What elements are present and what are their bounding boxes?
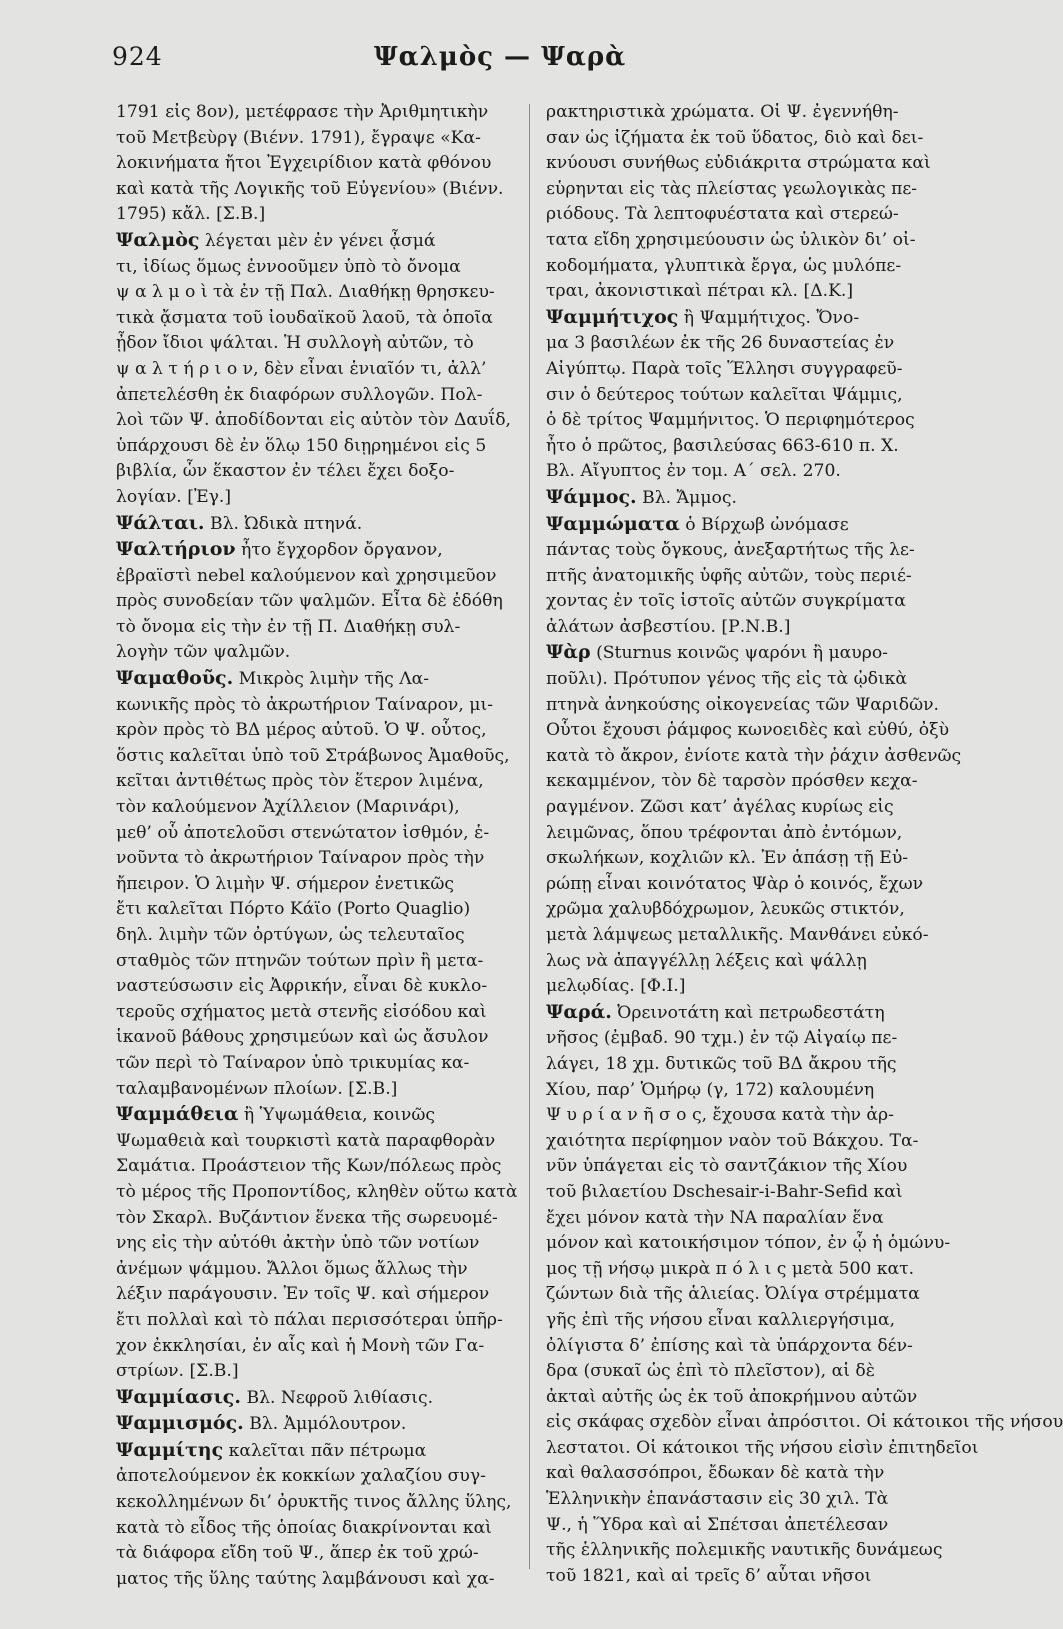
text-line xyxy=(546,126,938,152)
line-text: λάγει, 18 χμ. δυτικῶς τοῦ ΒΔ ἄκρου τῆς xyxy=(546,1053,897,1074)
line-text: ριόδους. Τὰ λεπτοφυέστατα καὶ στερεώ- xyxy=(546,204,899,225)
line-text: κοδομήματα, γλυπτικὰ ἔργα, ὡς μυλόπε- xyxy=(546,255,902,276)
text-line xyxy=(546,1461,938,1487)
text-line xyxy=(116,1180,518,1206)
text-line xyxy=(546,1410,1063,1436)
text-line xyxy=(116,1051,508,1077)
line-text: χαιότητα περίφημον ναὸν τοῦ Βάκχου. Τα- xyxy=(546,1130,919,1151)
line-text: τῆς ἑλληνικῆς πολεμικῆς ναυτικῆς δυνάμεως xyxy=(546,1540,943,1561)
line-text: 1791 εἰς 8ον), μετέφρασε τὴν Ἀριθμητικὴν xyxy=(116,102,489,122)
text-line xyxy=(116,640,508,666)
line-text: μετὰ λάμψεως μεταλλικῆς. Μανθάνει εὐκό- xyxy=(546,925,929,945)
text-line xyxy=(116,1077,508,1103)
line-text: τι, ἰδίως ὅμως ἐννοοῦμεν ὑπὸ τὸ ὄνομα xyxy=(116,256,461,277)
text-line xyxy=(546,1103,938,1129)
line-text: τὸ μέρος τῆς Προποντίδος, κληθὲν οὕτω κατὰ xyxy=(116,1181,518,1202)
text-line xyxy=(546,1334,938,1360)
line-text: λως νὰ ἀπαγγέλλῃ λέξεις καὶ ψάλλῃ xyxy=(546,950,867,971)
line-text: λογίαν. [Ἐγ.] xyxy=(116,486,232,507)
entry-first-line xyxy=(116,511,508,538)
line-text: ᾖδον ἴδιοι ψάλται. Ἡ συλλογὴ αὐτῶν, τὸ xyxy=(116,333,474,354)
line-text: Βλ. Ἄμμος. xyxy=(636,487,737,508)
line-text: πάντας τοὺς ὄγκους, ἀνεξαρτήτως τῆς λε- xyxy=(546,540,915,561)
line-text: (Sturnus κοινῶς ψαρόνι ἢ μαυρο- xyxy=(590,643,888,664)
entry-headword: Ψὰρ xyxy=(546,641,591,664)
text-line xyxy=(546,949,938,975)
line-text: σταθμὸς τῶν πτηνῶν τούτων πρὶν ἢ μετα- xyxy=(116,950,484,971)
text-line xyxy=(546,769,938,795)
line-text: τὸ ὄνομα εἰς τὴν ἐν τῇ Π. Διαθήκῃ συλ- xyxy=(116,616,461,637)
right-column xyxy=(546,100,1063,1589)
line-text: λέξιν παράγουσιν. Ἐν τοῖς Ψ. καὶ σήμερον xyxy=(116,1284,490,1305)
entry-headword: Ψαλτήριον xyxy=(116,538,236,561)
line-text: ματος τῆς ὕλης ταύτης λαμβάνουσι καὶ χα- xyxy=(116,1568,495,1589)
entry-first-line xyxy=(116,1411,508,1438)
text-line xyxy=(546,100,938,126)
entry-headword: Ψαμμίτης xyxy=(116,1438,224,1461)
text-line xyxy=(116,202,508,228)
text-line xyxy=(546,718,950,744)
line-text: τεροῦς σχήματος μετὰ στενῆς εἰσόδου καὶ xyxy=(116,1001,487,1022)
entry-first-line xyxy=(116,1385,508,1412)
text-line xyxy=(116,1516,508,1542)
line-text: δρα (συκαῖ ὡς ἐπὶ τὸ πλεῖστον), αἱ δὲ xyxy=(546,1361,875,1382)
text-line xyxy=(546,151,938,177)
text-line xyxy=(116,872,508,898)
text-line xyxy=(116,693,508,719)
text-line xyxy=(116,923,508,949)
column-divider xyxy=(529,104,530,1569)
line-text: ἔτι καλεῖται Πόρτο Κάϊο (Porto Quaglio) xyxy=(116,899,471,920)
line-text: ἢ Ὑψωμάθεια, κοινῶς xyxy=(238,1105,436,1126)
text-line xyxy=(116,434,508,460)
text-line xyxy=(546,1385,938,1411)
line-text: λοὶ τῶν Ψ. ἀποδίδονται εἰς αὐτὸν τὸν Δαυΐδ, xyxy=(116,410,512,431)
text-line xyxy=(116,485,508,511)
line-text: ὁ δὲ τρίτος Ψαμμήνιτος. Ὁ περιφημότερος xyxy=(546,410,915,431)
text-line xyxy=(546,1026,938,1052)
text-line xyxy=(116,974,508,1000)
line-text: καὶ θαλασσόπροι, ἔδωκαν δὲ κατὰ τὴν xyxy=(546,1463,885,1484)
text-line xyxy=(116,100,508,126)
line-text: ρώπῃ εἶναι κοινότατος Ψὰρ ὁ κοινός, ἔχων xyxy=(546,873,924,894)
text-line xyxy=(116,126,508,152)
text-line xyxy=(116,1129,508,1155)
line-text: κατὰ τὸ εἶδος τῆς ὁποίας διακρίνονται καὶ xyxy=(116,1517,492,1538)
text-line xyxy=(116,949,508,975)
line-text: νης εἰς τὴν αὐτόθι ἀκτὴν ὑπὸ τῶν νοτίων xyxy=(116,1233,480,1254)
line-text: δηλ. λιμὴν τῶν ὀρτύγων, ὡς τελευταῖος xyxy=(116,925,465,945)
line-text: τοῦ βιλαετίου Dschesair-i-Bahr-Sefid καὶ xyxy=(546,1181,903,1202)
entry-first-line xyxy=(116,1438,508,1465)
text-line xyxy=(116,1154,508,1180)
line-text: κρὸν πρὸς τὸ ΒΔ μέρος αὐτοῦ. Ὁ Ψ. οὗτος, xyxy=(116,720,487,741)
text-line xyxy=(116,769,508,795)
text-line xyxy=(546,357,938,383)
text-line xyxy=(546,897,938,923)
text-line xyxy=(546,1231,951,1257)
line-text: ρακτηριστικὰ χρώματα. Οἱ Ψ. ἐγεννήθη- xyxy=(546,102,899,122)
line-text: Μικρὸς λιμὴν τῆς Λα- xyxy=(233,669,430,690)
text-line xyxy=(116,718,508,744)
line-text: σκωλήκων, κοχλιῶν κλ. Ἐν ἁπάσῃ τῇ Εὐ- xyxy=(546,848,909,869)
entry-headword: Ψαμμώματα xyxy=(546,512,680,535)
text-line xyxy=(546,693,938,719)
line-text: κατὰ τὸ ἄκρον, ἐνίοτε κατὰ τὴν ῥάχιν ἀσθενῶς xyxy=(546,745,962,766)
text-line xyxy=(116,1334,508,1360)
text-line xyxy=(546,795,938,821)
entry-headword: Ψάλται. xyxy=(116,511,205,534)
line-text: σιν ὁ δεύτερος τούτων καλεῖται Ψάμμις, xyxy=(546,384,903,405)
line-text: μα 3 βασιλέων ἐκ τῆς 26 δυναστείας ἐν xyxy=(546,333,895,354)
line-text: στρίων. [Σ.Β.] xyxy=(116,1361,239,1382)
line-text: λειμῶνας, ὅπου τρέφονται ἀπὸ ἐντόμων, xyxy=(546,822,903,843)
line-text: ἦτο ἔγχορδον ὄργανον, xyxy=(235,540,443,561)
line-text: μελῳδίας. [Φ.Ι.] xyxy=(546,976,686,997)
line-text: μεθ’ οὗ ἀποτελοῦσι στενώτατον ἰσθμόν, ἑ- xyxy=(116,822,490,843)
line-text: νοῦντα τὸ ἀκρωτήριον Ταίναρον πρὸς τὴν xyxy=(116,848,485,869)
line-text: Βλ. Νεφροῦ λιθίασις. xyxy=(240,1387,434,1408)
text-line xyxy=(116,177,508,203)
text-line xyxy=(546,383,938,409)
line-text: Αἰγύπτῳ. Παρὰ τοῖς Ἕλλησι συγγραφεῦ- xyxy=(546,358,903,379)
entry-first-line xyxy=(546,512,938,539)
text-line xyxy=(116,1359,508,1385)
line-text: 1795) κἄλ. [Σ.Β.] xyxy=(116,204,266,225)
text-line xyxy=(116,306,508,332)
line-text: λογὴν τῶν ψαλμῶν. xyxy=(116,642,291,663)
line-text: κωνικῆς πρὸς τὸ ἀκρωτήριον Ταίναρον, μι- xyxy=(116,694,494,715)
text-line xyxy=(116,1206,508,1232)
entry-headword: Ψαμμισμός. xyxy=(116,1412,244,1435)
entry-headword: Ψαμμίασις. xyxy=(116,1385,241,1408)
line-text: χοντας ἐν τοῖς ἱστοῖς αὐτῶν συγκρίματα xyxy=(546,591,906,612)
line-text: ἔτι πολλαὶ καὶ τὸ πάλαι περισσότεραι ὑπῆρ- xyxy=(116,1309,503,1330)
text-line xyxy=(546,408,938,434)
text-line xyxy=(116,408,512,434)
text-line xyxy=(116,1541,508,1567)
text-line xyxy=(546,202,938,228)
text-line xyxy=(546,923,938,949)
text-line xyxy=(116,897,508,923)
text-line xyxy=(116,1025,508,1051)
running-head: Ψαλμὸς — Ψαρὰ xyxy=(373,42,627,72)
line-text: ἦτο ὁ πρῶτος, βασιλεύσας 663-610 π. Χ. xyxy=(546,435,899,456)
entry-first-line xyxy=(546,1000,938,1027)
text-line xyxy=(546,177,938,203)
line-text: χον ἐκκλησίαι, ἐν αἷς καὶ ἡ Μονὴ τῶν Γα- xyxy=(116,1335,485,1356)
line-text: εἰς σκάφας σχεδὸν εἶναι ἀπρόσιτοι. Οἱ κάτοικοι τῆς νήσου xyxy=(546,1412,1063,1433)
line-text: λέγεται μὲν ἐν γένει ᾆσμά xyxy=(199,230,436,251)
line-text: κεκαμμένον, τὸν δὲ ταρσὸν πρόσθεν κεχα- xyxy=(546,771,918,792)
line-text: Ψ., ἡ Ὕδρα καὶ αἱ Σπέτσαι ἀπετέλεσαν xyxy=(546,1514,889,1535)
line-text: ταλαμβανομένων πλοίων. [Σ.Β.] xyxy=(116,1078,398,1099)
text-line xyxy=(116,846,508,872)
line-text: Ψ υ ρ ί α ν ῆ σ ο ς, ἔχουσα κατὰ τὴν ἀρ- xyxy=(546,1105,894,1126)
line-text: γῆς ἐπὶ τῆς νήσου εἶναι καλλιεργήσιμα, xyxy=(546,1309,896,1330)
text-line xyxy=(546,1052,938,1078)
entry-headword: Ψαρά. xyxy=(546,1000,612,1023)
text-line xyxy=(116,1464,508,1490)
line-text: ὁ Βίρχωβ ὠνόμασε xyxy=(679,514,849,535)
line-text: κεκολλημένων δι’ ὀρυκτῆς τινος ἄλλης ὕλης, xyxy=(116,1492,512,1513)
line-text: κνύουσι συνήθως εὐδιάκριτα στρώματα καὶ xyxy=(546,153,931,174)
text-line xyxy=(546,254,938,280)
text-line xyxy=(116,151,508,177)
text-line xyxy=(546,1359,938,1385)
text-line xyxy=(116,744,508,770)
line-text: χρῶμα χαλυβδόχρωμον, λευκῶς στικτόν, xyxy=(546,899,905,920)
line-text: πτῆς ἀνατομικῆς ὑφῆς αὐτῶν, τοὺς περιέ- xyxy=(546,565,912,586)
text-line xyxy=(116,1231,508,1257)
text-line xyxy=(546,821,938,847)
entry-headword: Ψαλμὸς xyxy=(116,228,200,251)
line-text: μος τῇ νήσῳ μικρὰ π ό λ ι ς μετὰ 500 κατ. xyxy=(546,1258,915,1279)
line-text: τοῦ Μετβεὺργ (Βιένν. 1791), ἔγραψε «Κα- xyxy=(116,127,481,148)
line-text: Χίου, παρ’ Ὁμήρῳ (γ, 172) καλουμένη xyxy=(546,1079,875,1100)
text-line xyxy=(546,1436,979,1462)
line-text: μόνον καὶ κατοικήσιμον τόπον, ἐν ᾧ ἡ ὁμώνυ- xyxy=(546,1233,951,1254)
text-line xyxy=(116,1490,512,1516)
entry-headword: Ψαμμήτιχος xyxy=(546,305,679,328)
text-line xyxy=(546,331,938,357)
line-text: ἑβραϊστὶ nebel καλούμενον καὶ χρησιμεῦον xyxy=(116,565,497,586)
text-line xyxy=(546,1129,938,1155)
text-line xyxy=(546,1487,938,1513)
text-line xyxy=(116,821,508,847)
line-text: λοκινήματα ἤτοι Ἐγχειρίδιον κατὰ φθόνου xyxy=(116,153,492,174)
line-text: ψ α λ μ ο ὶ τὰ ἐν τῇ Παλ. Διαθήκῃ θρησκευ- xyxy=(116,282,495,303)
line-text: ἱκανοῦ βάθους χρησιμεύων καὶ ὡς ἄσυλον xyxy=(116,1027,489,1048)
line-text: πρὸς συνοδείαν τῶν ψαλμῶν. Εἶτα δὲ ἐδόθη xyxy=(116,591,503,612)
line-text: ἤπειρον. Ὁ λιμὴν Ψ. σήμερον ἐνετικῶς xyxy=(116,873,454,894)
line-text: Ὀρεινοτάτη καὶ πετρωδεστάτη xyxy=(611,1002,885,1023)
text-line xyxy=(116,795,508,821)
text-line xyxy=(116,1567,508,1593)
text-line xyxy=(546,1154,938,1180)
text-line xyxy=(546,1564,938,1590)
page-number: 924 xyxy=(112,42,163,71)
text-line xyxy=(546,589,938,615)
text-line xyxy=(546,1206,938,1232)
line-text: ὑπάρχουσι δὲ ἐν ὅλῳ 150 διῃρημένοι εἰς 5 xyxy=(116,435,487,456)
line-text: πτηνὰ ἀνηκούσης οἰκογενείας τῶν Ψαριδῶν. xyxy=(546,694,940,715)
text-line xyxy=(116,357,508,383)
line-text: ἢ Ψαμμήτιχος. Ὄνο- xyxy=(678,307,860,328)
line-text: τραι, ἀκονιστικαὶ πέτραι κλ. [Δ.Κ.] xyxy=(546,281,854,302)
text-line xyxy=(546,279,938,305)
line-text: ἀπετελέσθη ἐκ διαφόρων συλλογῶν. Πολ- xyxy=(116,384,483,405)
entry-headword: Ψαμαθοῦς. xyxy=(116,667,234,690)
text-line xyxy=(546,1282,938,1308)
text-line xyxy=(116,1257,508,1283)
text-line xyxy=(546,744,962,770)
text-line xyxy=(546,228,938,254)
line-text: Βλ. Ἀμμόλουτρον. xyxy=(243,1414,407,1435)
entry-first-line xyxy=(116,537,508,564)
entry-headword: Ψάμμος. xyxy=(546,485,637,508)
entry-first-line xyxy=(116,666,508,693)
line-text: ὅστις καλεῖται ὑπὸ τοῦ Στράβωνος Ἀμαθοῦς, xyxy=(116,745,510,766)
line-text: ἔχει μόνον κατὰ τὴν ΝΑ παραλίαν ἕνα xyxy=(546,1207,884,1228)
text-line xyxy=(116,564,508,590)
line-text: βιβλία, ὧν ἕκαστον ἐν τέλει ἔχει δοξο- xyxy=(116,461,455,482)
entry-first-line xyxy=(546,640,938,667)
line-text: Σαμάτια. Προάστειον τῆς Κων/πόλεως πρὸς xyxy=(116,1156,502,1177)
line-text: ἀκταὶ αὐτῆς ὡς ἐκ τοῦ ἀποκρήμνου αὐτῶν xyxy=(546,1386,918,1407)
entry-first-line xyxy=(116,1102,508,1129)
text-line xyxy=(116,1282,508,1308)
line-text: ἀποτελούμενον ἐκ κοκκίων χαλαζίου συγ- xyxy=(116,1466,486,1487)
line-text: εὑρηνται εἰς τὰς πλείστας γεωλογικὰς πε- xyxy=(546,178,918,199)
text-line xyxy=(116,1000,508,1026)
text-line xyxy=(546,615,938,641)
text-line xyxy=(116,383,508,409)
line-text: τατα εἴδη χρησιμεύουσιν ὡς ὑλικὸν δι’ οἰ- xyxy=(546,229,916,250)
line-text: ραγμένον. Ζῶσι κατ’ ἀγέλας κυρίως εἰς xyxy=(546,797,894,818)
text-line xyxy=(546,538,938,564)
entry-headword: Ψαμμάθεια xyxy=(116,1103,239,1126)
line-text: ὀλίγιστα δ’ ἐπίσης καὶ τὰ ὑπάρχοντα δέν- xyxy=(546,1335,913,1356)
line-text: Ἑλληνικὴν ἐπανάστασιν εἰς 30 χιλ. Τὰ xyxy=(546,1489,889,1510)
line-text: νῦν ὑπάγεται εἰς τὸ σαντζάκιον τῆς Χίου xyxy=(546,1156,908,1177)
text-line xyxy=(546,1180,938,1206)
text-line xyxy=(116,459,508,485)
line-text: ζώντων διὰ τῆς ἁλιείας. Ὀλίγα στρέμματα xyxy=(546,1284,920,1305)
line-text: τῶν περὶ τὸ Ταίναρον ὑπὸ τρικυμίας κα- xyxy=(116,1052,470,1073)
line-text: νῆσος (ἐμβαδ. 90 τχμ.) ἐν τῷ Αἰγαίῳ πε- xyxy=(546,1028,898,1049)
line-text: ποῦλι). Πρότυπον γένος τῆς εἰς τὰ ᾠδικὰ xyxy=(546,669,908,690)
line-text: Ψωμαθειὰ καὶ τουρκιστὶ κατὰ παραφθορὰν xyxy=(116,1130,496,1151)
line-text: Βλ. Αἴγυπτος ἐν τομ. Α΄ σελ. 270. xyxy=(546,461,841,482)
line-text: λεστατοι. Οἱ κάτοικοι τῆς νήσου εἰσὶν ἐπιτηδεῖοι xyxy=(546,1437,979,1458)
line-text: καλεῖται πᾶν πέτρωμα xyxy=(223,1440,427,1461)
line-text: ψ α λ τ ή ρ ι ο ν, δὲν εἶναι ἑνιαῖόν τι, ἀλλ’ xyxy=(116,358,487,379)
text-line xyxy=(116,280,508,306)
text-line xyxy=(546,1308,938,1334)
line-text: καὶ κατὰ τῆς Λογικῆς τοῦ Εὐγενίου» (Βιένν. xyxy=(116,178,504,199)
text-line xyxy=(116,589,508,615)
line-text: τὰ διάφορα εἴδη τοῦ Ψ., ἅπερ ἐκ τοῦ χρώ- xyxy=(116,1543,479,1564)
entry-first-line xyxy=(116,228,508,255)
line-text: ναστεύσωσιν εἰς Ἀφρικήν, εἶναι δὲ κυκλο- xyxy=(116,976,488,997)
line-text: σαν ὡς ἰζήματα ἐκ τοῦ ὕδατος, διὸ καὶ δει- xyxy=(546,127,924,148)
text-line xyxy=(546,1513,938,1539)
text-line xyxy=(546,564,938,590)
text-line xyxy=(116,1308,508,1334)
line-text: τὸν Σκαρλ. Βυζάντιον ἕνεκα τῆς σωρευομέ- xyxy=(116,1207,498,1228)
text-line xyxy=(116,615,508,641)
line-text: κεῖται ἀντιθέτως πρὸς τὸν ἕτερον λιμένα, xyxy=(116,771,484,792)
line-text: ἀνέμων ψάμμου. Ἄλλοι ὅμως ἄλλως τὴν xyxy=(116,1258,468,1279)
line-text: τοῦ 1821, καὶ αἱ τρεῖς δ’ αὗται νῆσοι xyxy=(546,1565,872,1586)
entry-first-line xyxy=(546,485,938,512)
line-text: τὸν καλούμενον Ἀχίλλειον (Μαρινάρι), xyxy=(116,797,460,818)
text-line xyxy=(546,459,938,485)
line-text: Βλ. Ὠδικὰ πτηνά. xyxy=(204,513,363,534)
text-line xyxy=(116,331,508,357)
text-line xyxy=(546,1257,938,1283)
text-line xyxy=(116,255,508,281)
text-line xyxy=(546,1538,943,1564)
line-text: ἀλάτων ἀσβεστίου. [Ρ.Ν.Β.] xyxy=(546,616,791,637)
line-text: τικὰ ᾄσματα τοῦ ἰουδαϊκοῦ λαοῦ, τὰ ὁποῖα xyxy=(116,307,493,328)
text-line xyxy=(546,872,938,898)
entry-first-line xyxy=(546,305,938,332)
text-line xyxy=(546,846,938,872)
text-line xyxy=(546,974,938,1000)
line-text: Οὗτοι ἔχουσι ῥάμφος κωνοειδὲς καὶ εὐθύ, ὀξὺ xyxy=(546,720,950,741)
left-column xyxy=(116,100,518,1592)
text-line xyxy=(546,667,938,693)
text-line xyxy=(546,434,938,460)
text-line xyxy=(546,1078,938,1104)
